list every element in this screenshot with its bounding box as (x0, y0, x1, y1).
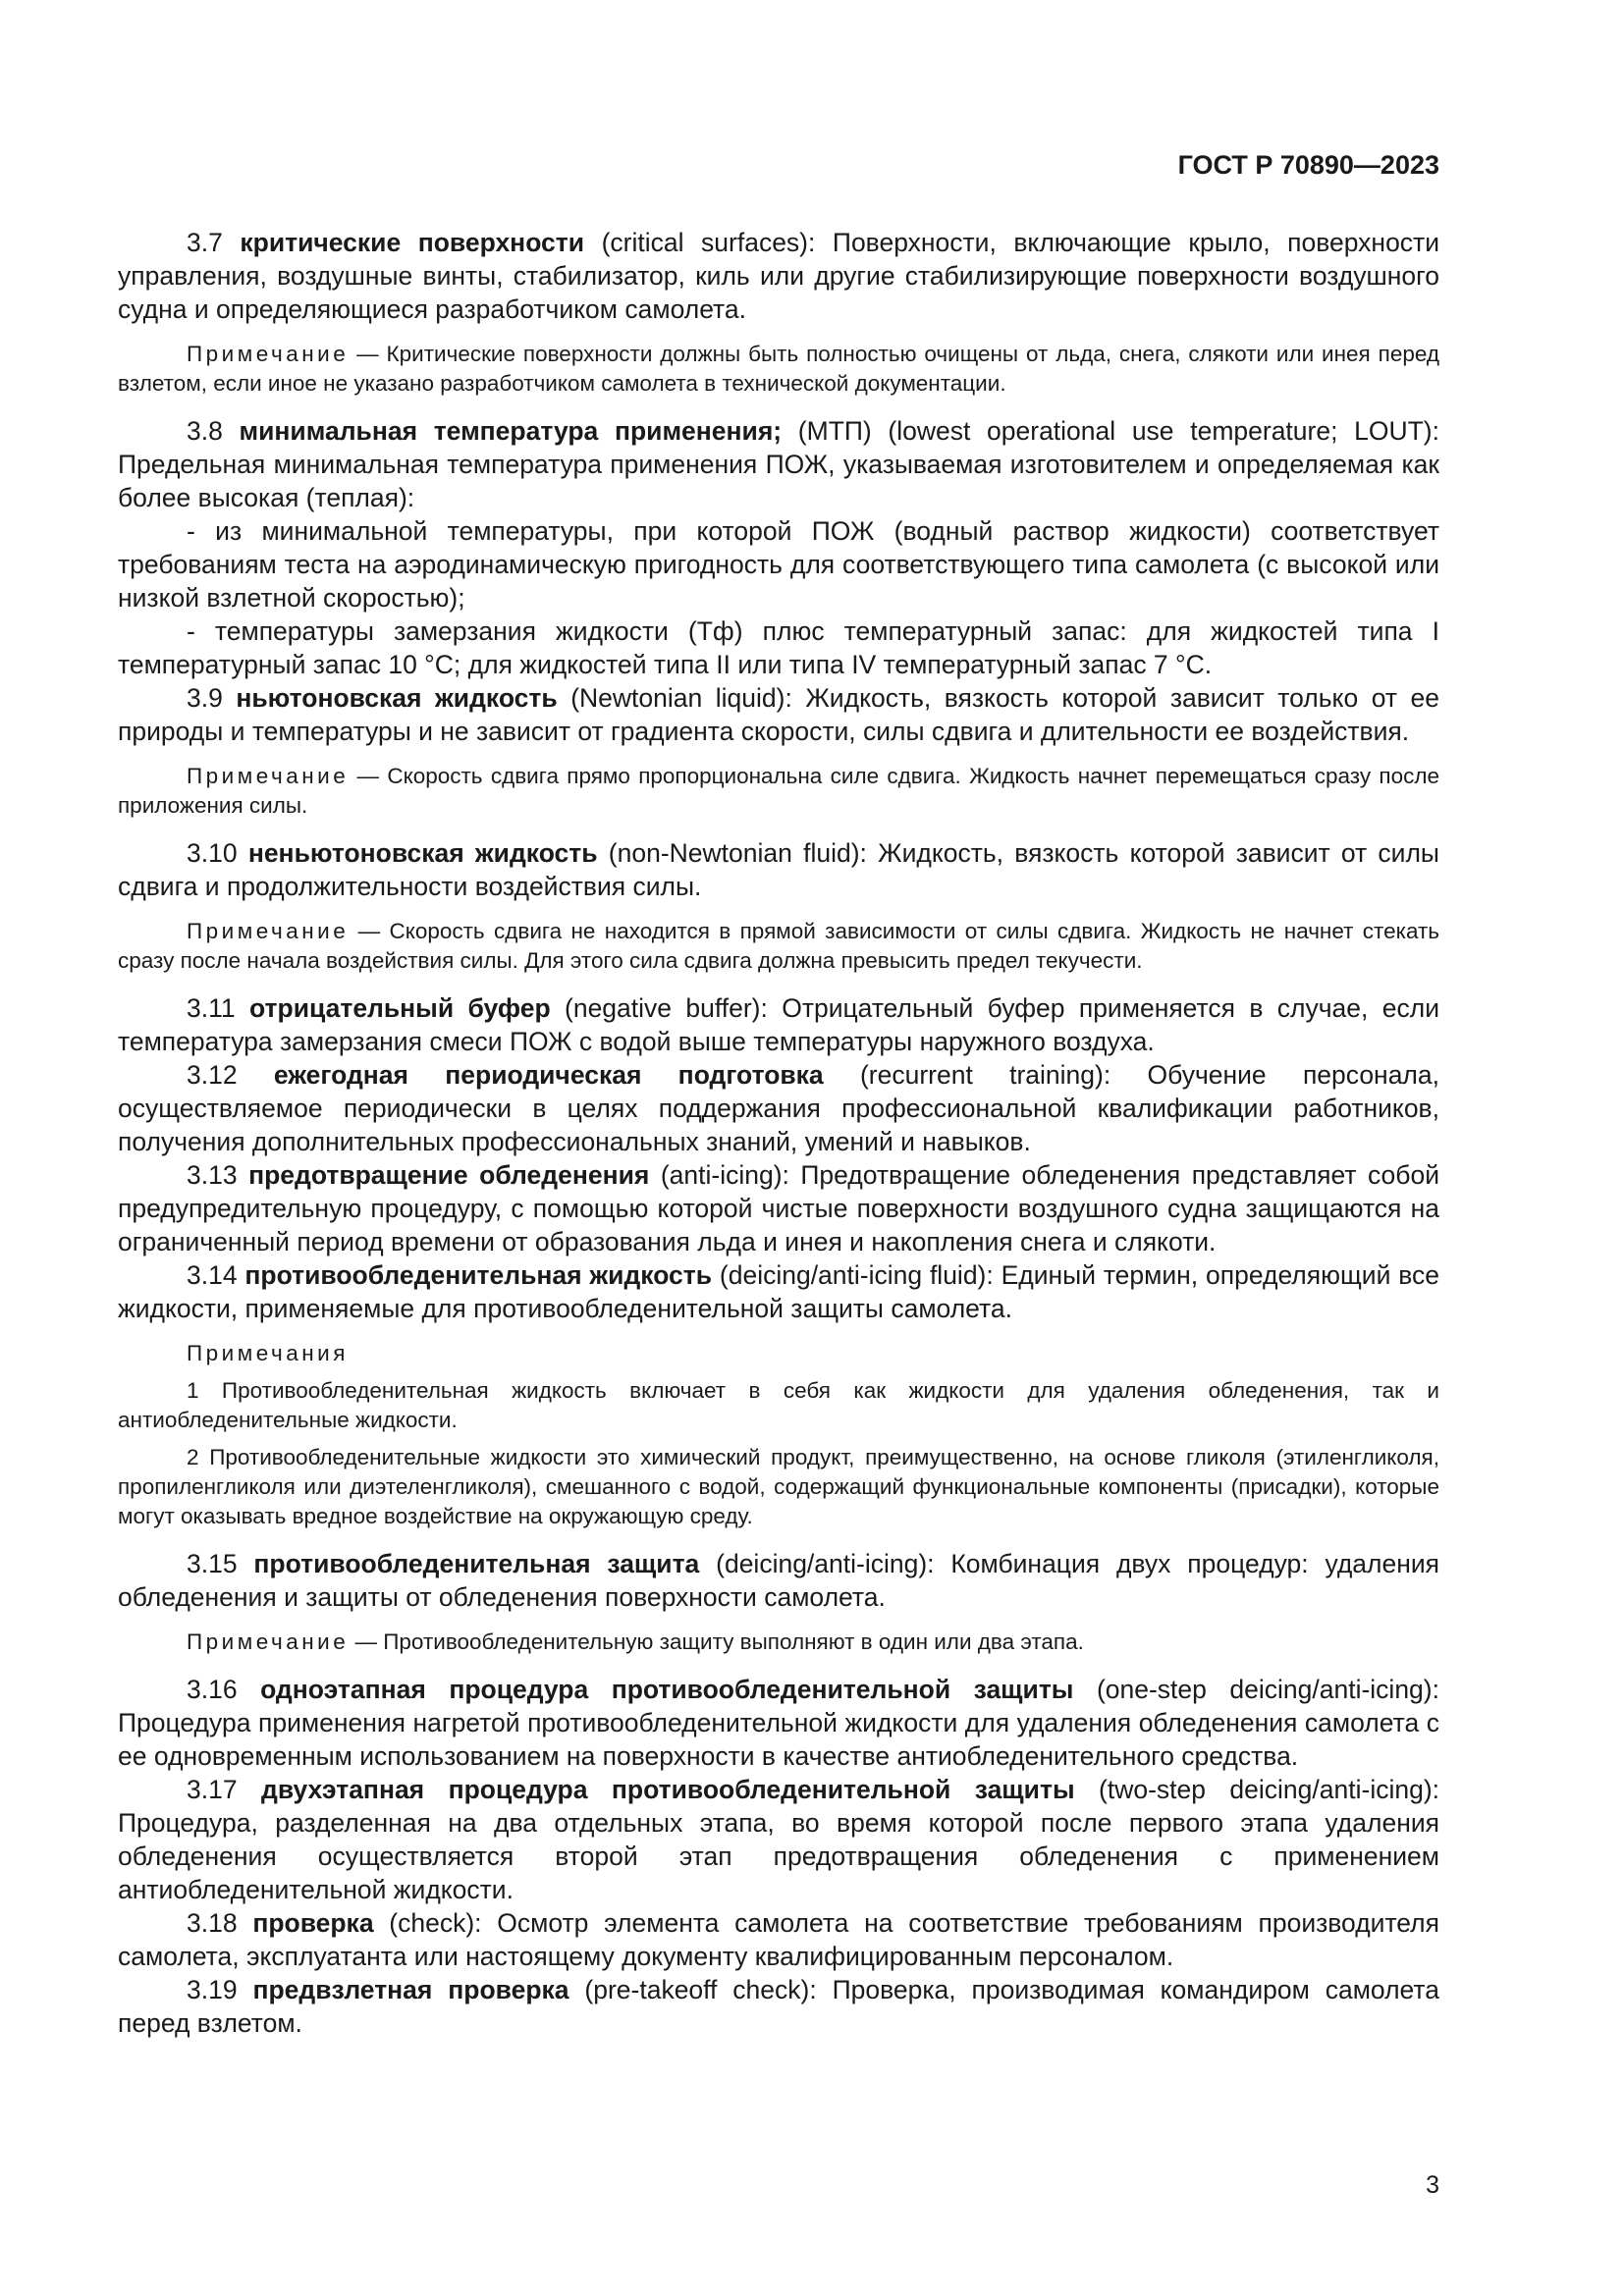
term-definition: (pre-takeoff check): Проверка, производимая командиром самолета перед взлетом. (118, 1975, 1439, 2038)
term-number: 3.16 (187, 1675, 238, 1704)
document-code-header: ГОСТ Р 70890—2023 (1177, 150, 1439, 180)
term-name: противообледенительная защита (253, 1549, 700, 1578)
term-definition: (МТП) (lowest operational use temperature; LOUT): Предельная минимальная температура применения ПОЖ, указываемая изготовителем и определяемая как более высокая (теплая): (118, 416, 1439, 512)
note-label: Примечание (187, 1629, 350, 1654)
term-name: одноэтапная процедура противообледенительной защиты (260, 1675, 1074, 1704)
term-3-13 (118, 1158, 1439, 1258)
term-number: 3.7 (187, 228, 223, 257)
page-number: 3 (1426, 2171, 1439, 2199)
term-definition: (Newtonian liquid): Жидкость, вязкость которой зависит только от ее природы и температуры и не зависит от градиента скорости, силы сдвига и длительности ее воздействия. (118, 683, 1439, 746)
term-name: проверка (252, 1908, 374, 1938)
term-name: критические поверхности (240, 228, 585, 257)
term-3-8-bullet-1: - из минимальной температуры, при которой ПОЖ (водный раствор жидкости) соответствует требованиям теста на аэродинамическую пригодность для соответствующего типа самолета (с высокой или низкой взлетной скоростью); (118, 516, 1439, 613)
term-name: неньютоновская жидкость (247, 838, 598, 868)
term-name: предотвращение обледенения (248, 1160, 650, 1190)
notes-label: Примечания (187, 1341, 349, 1365)
note-label: Примечание (187, 919, 350, 943)
term-name: противообледенительная жидкость (244, 1260, 713, 1290)
term-definition: (two-step deicing/anti-icing): Процедура, разделенная на два отдельных этапа, во время которой после первого этапа удаления обледенения осуществляется второй этап предотвращения обледенения с применением антиобледенительной жидкости. (118, 1775, 1440, 1904)
term-3-15 (118, 1547, 1439, 1614)
note-3-10 (118, 917, 1439, 976)
term-name: ежегодная периодическая подготовка (273, 1060, 824, 1090)
note-text: — Критические поверхности должны быть полностью очищены от льда, снега, слякоти или инея перед взлетом, если иное не указано разработчиком самолета в технической документации. (118, 342, 1439, 396)
term-3-16 (118, 1673, 1439, 1773)
term-name: двухэтапная процедура противообледенительной защиты (261, 1775, 1075, 1804)
term-3-12 (118, 1058, 1439, 1158)
note-label: Примечание (187, 764, 350, 788)
term-3-19 (118, 1973, 1439, 2040)
note-text: — Скорость сдвига прямо пропорциональна силе сдвига. Жидкость начнет перемещаться сразу после приложения силы. (118, 764, 1439, 818)
term-3-7 (118, 226, 1439, 326)
term-definition: (anti-icing): Предотвращение обледенения представляет собой предупредительную процедуру, с помощью которой чистые поверхности воздушного судна защищаются на ограниченный период времени от образования льда и инея и накопления снега и слякоти. (118, 1160, 1439, 1256)
note-3-7 (118, 340, 1439, 399)
term-3-14 (118, 1258, 1439, 1325)
term-definition: (recurrent training): Обучение персонала, осуществляемое периодически в целях поддержания профессиональной квалификации работников, получения дополнительных профессиональных знаний, умений и навыков. (118, 1060, 1439, 1156)
term-definition: (deicing/anti-icing): Комбинация двух процедур: удаления обледенения и защиты от обледенения поверхности самолета. (118, 1549, 1440, 1612)
term-3-8-bullet-2: - температуры замерзания жидкости (Тф) плюс температурный запас: для жидкостей типа I температурный запас 10 °С; для жидкостей типа II или типа IV температурный запас 7 °С. (118, 616, 1439, 679)
term-number: 3.17 (187, 1775, 238, 1804)
term-definition: (one-step deicing/anti-icing): Процедура применения нагретой противообледенительной жидкости для удаления обледенения самолета с ее одновременным использованием на поверхности в качестве антиобледенительного средства. (118, 1675, 1439, 1771)
term-number: 3.14 (187, 1260, 238, 1290)
term-number: 3.19 (187, 1975, 238, 2004)
term-name: отрицательный буфер (249, 993, 551, 1023)
term-number: 3.10 (187, 838, 238, 868)
term-number: 3.8 (187, 416, 223, 446)
note-label: Примечание (187, 342, 350, 366)
note-3-9 (118, 762, 1439, 821)
term-3-18 (118, 1906, 1439, 1973)
term-name: предвзлетная проверка (252, 1975, 569, 2004)
term-3-8 (118, 414, 1439, 514)
notes-3-14-heading (118, 1339, 1439, 1368)
note-text: — Противообледенительную защиту выполняют в один или два этапа. (349, 1629, 1084, 1654)
term-definition: (negative buffer): Отрицательный буфер применяется в случае, если температура замерзания смеси ПОЖ с водой выше температуры наружного воздуха. (118, 993, 1439, 1056)
term-3-17 (118, 1773, 1439, 1906)
term-number: 3.18 (187, 1908, 238, 1938)
term-3-10 (118, 836, 1439, 903)
term-number: 3.9 (187, 683, 223, 713)
term-number: 3.12 (187, 1060, 238, 1090)
page-content (118, 226, 1439, 2040)
note-3-15 (118, 1628, 1439, 1657)
term-number: 3.11 (187, 993, 236, 1023)
term-definition: (check): Осмотр элемента самолета на соответствие требованиям производителя самолета, эксплуатанта или настоящему документу квалифицированным персоналом. (118, 1908, 1439, 1971)
note-3-14-item-2: 2 Противообледенительные жидкости это химический продукт, преимущественно, на основе гликоля (этиленгликоля, пропиленгликоля или диэтеленгликоля), смешанного с водой, содержащий функциональные компоненты (присадки), которые могут оказывать вредное воздействие на окружающую среду. (118, 1445, 1439, 1528)
note-text: — Скорость сдвига не находится в прямой зависимости от силы сдвига. Жидкость не начнет стекать сразу после начала воздействия силы. Для этого сила сдвига должна превысить предел текучести. (118, 919, 1439, 973)
term-number: 3.15 (187, 1549, 238, 1578)
term-name: ньютоновская жидкость (236, 683, 558, 713)
term-3-11 (118, 991, 1439, 1058)
term-name: минимальная температура применения; (239, 416, 783, 446)
term-definition: (deicing/anti-icing fluid): Единый термин, определяющий все жидкости, применяемые для противообледенительной защиты самолета. (118, 1260, 1439, 1323)
term-definition: (non-Newtonian fluid): Жидкость, вязкость которой зависит от силы сдвига и продолжительности воздействия силы. (118, 838, 1439, 901)
term-number: 3.13 (187, 1160, 238, 1190)
term-3-9 (118, 681, 1439, 748)
note-3-14-item-1: 1 Противообледенительная жидкость включает в себя как жидкости для удаления обледенения, так и антиобледенительные жидкости. (118, 1378, 1439, 1432)
term-definition: (critical surfaces): Поверхности, включающие крыло, поверхности управления, воздушные винты, стабилизатор, киль или другие стабилизирующие поверхности воздушного судна и определяющиеся разработчиком самолета. (118, 228, 1439, 324)
